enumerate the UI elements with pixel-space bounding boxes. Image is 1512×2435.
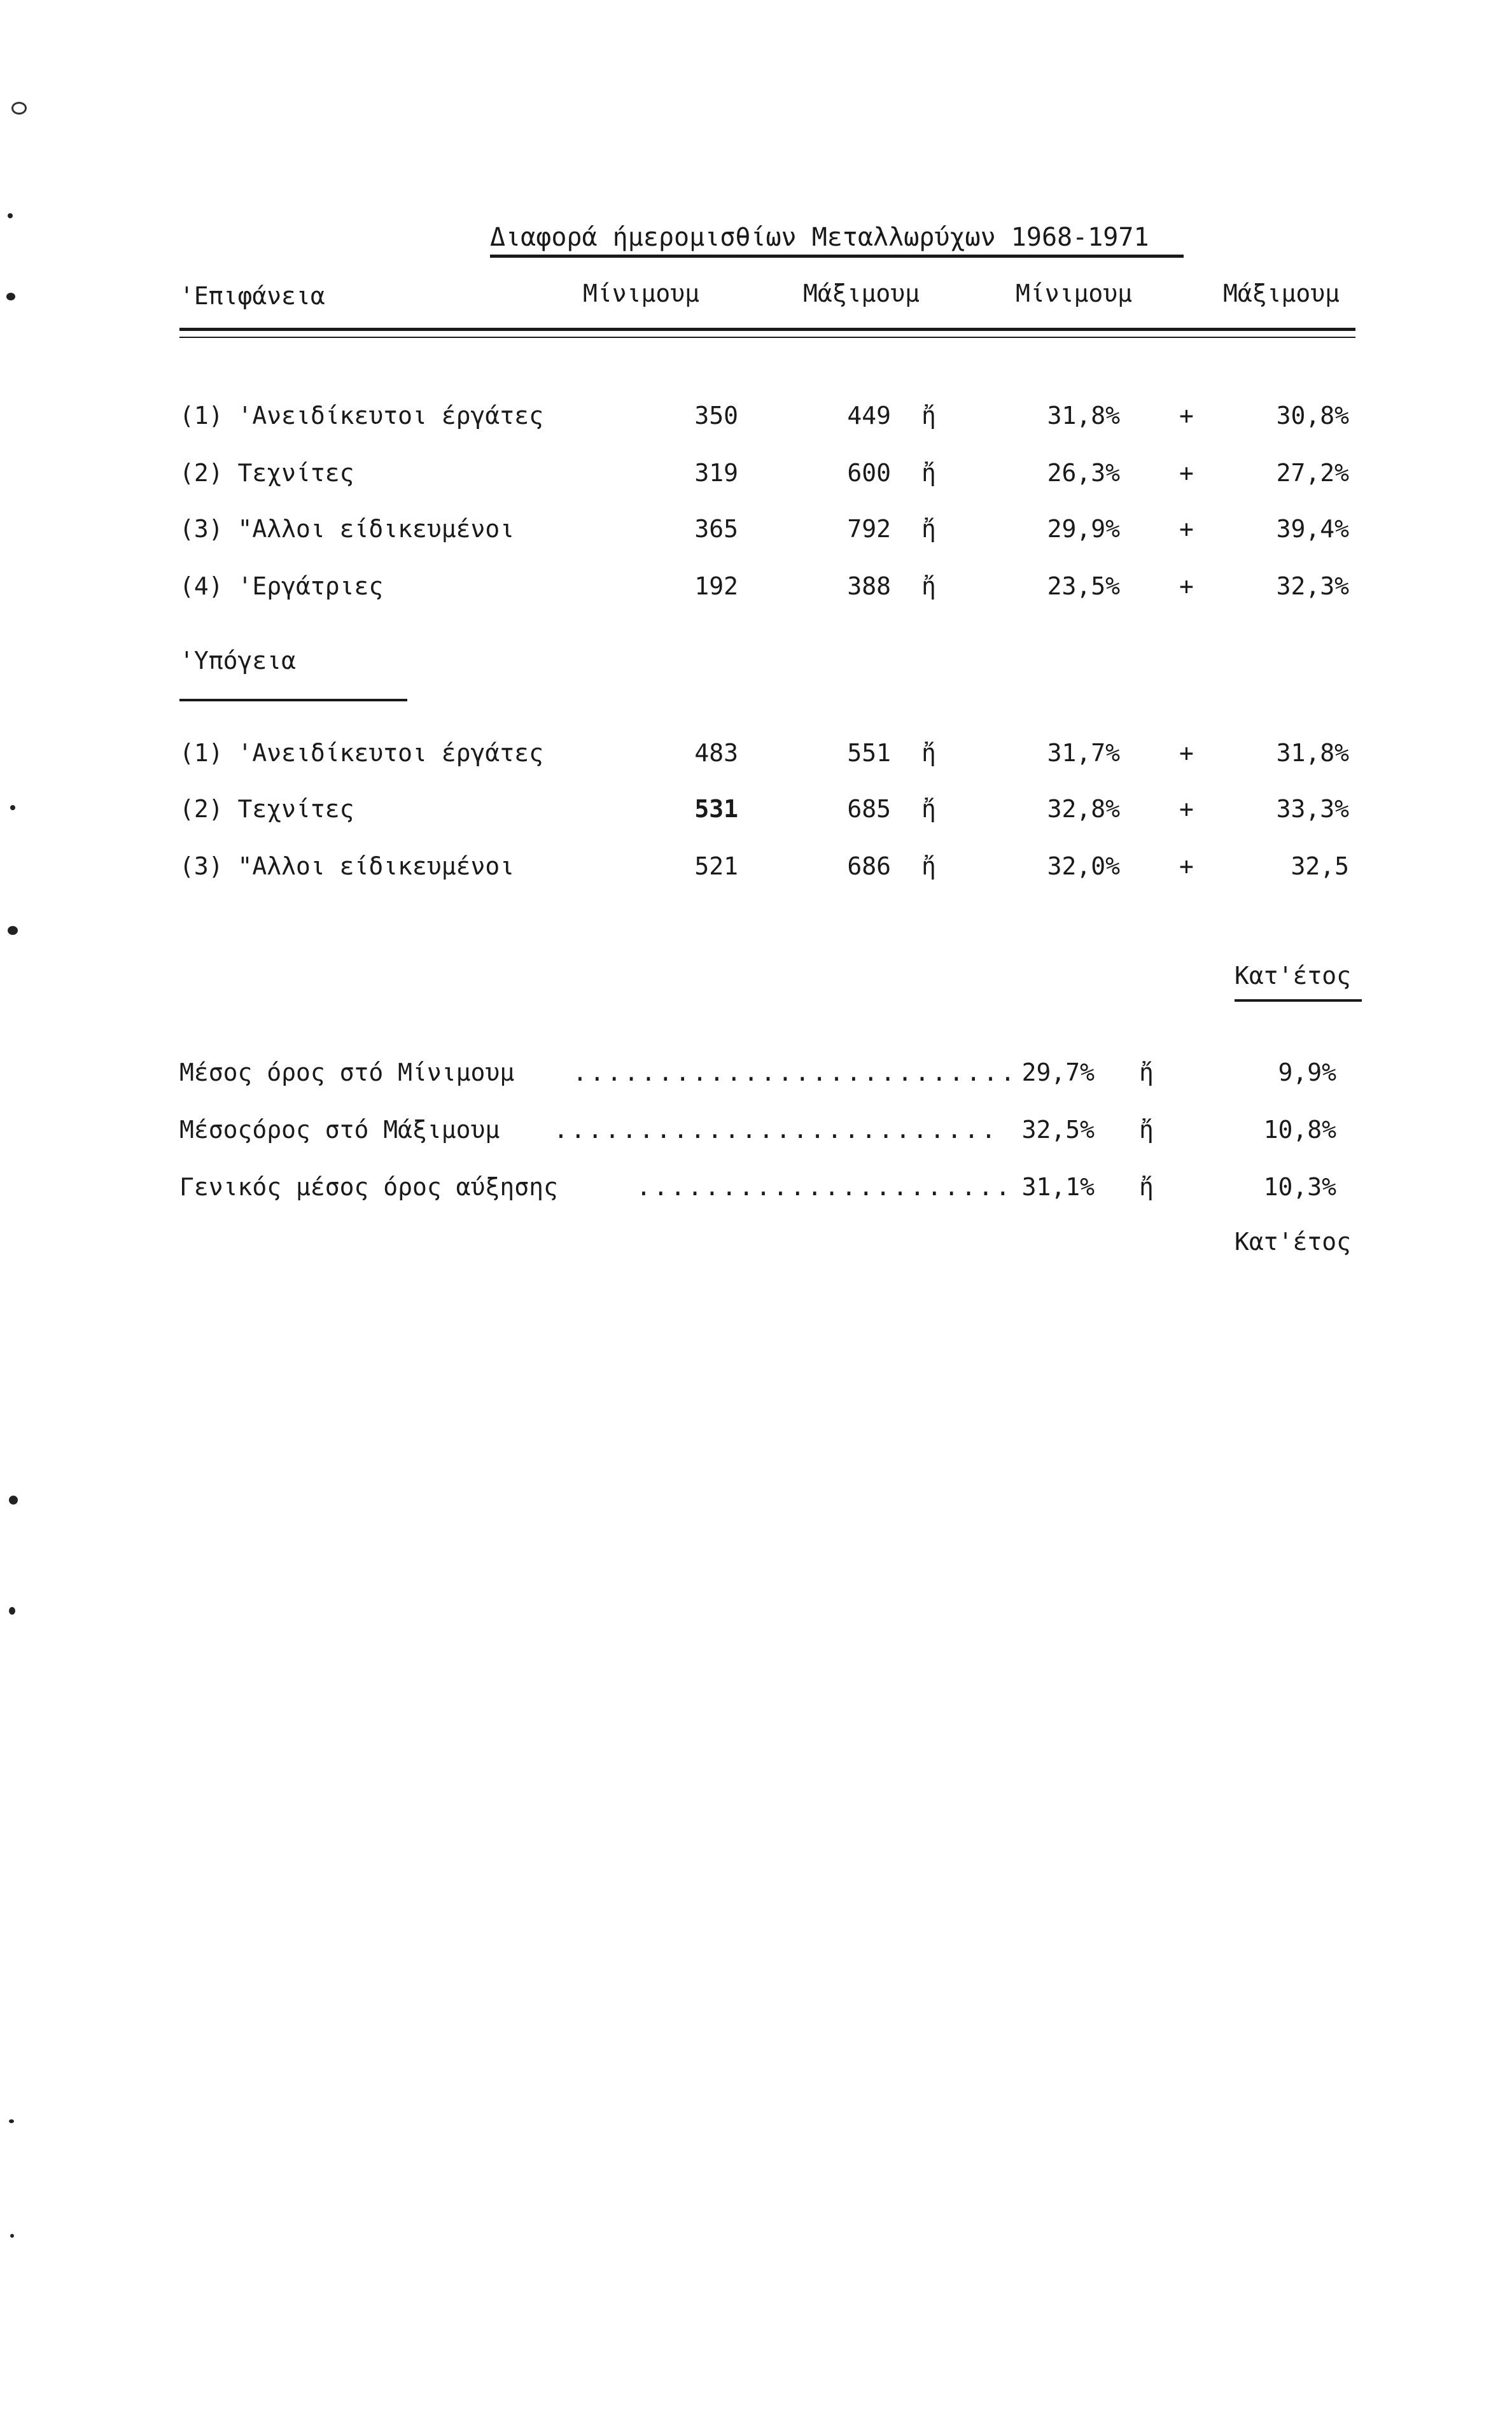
min-value: 531	[694, 795, 738, 823]
min-percent: 31,7%	[1047, 739, 1120, 767]
row-label: (3) "Αλλοι είδικευμένοι	[179, 852, 515, 880]
max-value: 388	[847, 572, 891, 600]
or-mark: ἤ	[1139, 1116, 1154, 1144]
scan-speck	[11, 102, 27, 115]
min-percent: 32,8%	[1047, 795, 1120, 823]
or-mark: ἤ	[1139, 1173, 1154, 1201]
row-label: (1) 'Ανειδίκευτοι έργάτες	[179, 402, 543, 430]
page-title: Διαφορά ήμερομισθίων Μεταλλωρύχων 1968-1971	[490, 223, 1149, 252]
plus-sign: +	[1179, 572, 1194, 600]
plus-sign: +	[1179, 515, 1194, 543]
or-mark: ἤ	[921, 515, 936, 543]
or-mark: ἤ	[921, 852, 936, 880]
max-percent: 32,5	[1291, 852, 1349, 880]
scan-speck	[8, 926, 18, 935]
min-percent: 23,5%	[1047, 572, 1120, 600]
scan-speck	[10, 805, 15, 810]
or-mark: ἤ	[921, 459, 936, 487]
max-percent: 31,8%	[1276, 739, 1349, 767]
plus-sign: +	[1179, 739, 1194, 767]
plus-sign: +	[1179, 852, 1194, 880]
header-section-surface: 'Επιφάνεια	[179, 282, 325, 310]
or-mark: ἤ	[921, 572, 936, 600]
max-percent: 32,3%	[1276, 572, 1349, 600]
max-value: 449	[847, 402, 891, 430]
row-label: (2) Τεχνίτες	[179, 459, 354, 487]
min-value: 350	[694, 402, 738, 430]
max-value: 685	[847, 795, 891, 823]
leader-dots: ......................	[636, 1173, 1013, 1201]
scan-speck	[9, 1607, 15, 1615]
min-value: 365	[694, 515, 738, 543]
header-col-max-pct: Μάξιμουμ	[1223, 279, 1340, 307]
or-mark: ἤ	[921, 739, 936, 767]
summary-label: Γενικός μέσος όρος αύξησης	[179, 1173, 558, 1201]
header-rule-top	[179, 328, 1355, 331]
max-value: 686	[847, 852, 891, 880]
header-col-max: Μάξιμουμ	[803, 279, 920, 307]
max-percent: 33,3%	[1276, 795, 1349, 823]
max-percent: 27,2%	[1276, 459, 1349, 487]
header-rule-bottom	[179, 337, 1355, 338]
section-underline	[179, 699, 407, 701]
summary-label: Μέσος όρος στό Μίνιμουμ	[179, 1058, 515, 1086]
min-value: 192	[694, 572, 738, 600]
plus-sign: +	[1179, 402, 1194, 430]
header-col-min-pct: Μίνιμουμ	[1016, 279, 1133, 307]
summary-value: 32,5%	[1021, 1116, 1095, 1144]
min-value: 319	[694, 459, 738, 487]
max-value: 600	[847, 459, 891, 487]
summary-per-year: 10,8%	[1263, 1116, 1336, 1144]
or-mark: ἤ	[921, 402, 936, 430]
scan-speck	[9, 1496, 18, 1505]
min-percent: 32,0%	[1047, 852, 1120, 880]
row-label: (3) "Αλλοι είδικευμένοι	[179, 515, 515, 543]
leader-dots: ..........................	[554, 1116, 998, 1144]
max-value: 792	[847, 515, 891, 543]
or-mark: ἤ	[921, 795, 936, 823]
row-label: (2) Τεχνίτες	[179, 795, 354, 823]
min-value: 483	[694, 739, 738, 767]
min-percent: 26,3%	[1047, 459, 1120, 487]
footer-per-year-label: Κατ'έτος	[1235, 1228, 1352, 1256]
per-year-underline	[1235, 999, 1362, 1002]
plus-sign: +	[1179, 459, 1194, 487]
leader-dots: ..........................	[573, 1058, 1018, 1086]
scan-speck	[8, 213, 13, 218]
scan-speck	[9, 2119, 14, 2123]
or-mark: ἤ	[1139, 1058, 1154, 1086]
plus-sign: +	[1179, 795, 1194, 823]
row-label: (4) 'Εργάτριες	[179, 572, 384, 600]
section-heading-underground: 'Υπόγεια	[179, 647, 297, 675]
max-percent: 30,8%	[1276, 402, 1349, 430]
row-label: (1) 'Ανειδίκευτοι έργάτες	[179, 739, 543, 767]
summary-value: 29,7%	[1021, 1058, 1095, 1086]
max-value: 551	[847, 739, 891, 767]
max-percent: 39,4%	[1276, 515, 1349, 543]
header-col-min: Μίνιμουμ	[583, 279, 700, 307]
scan-speck	[10, 2234, 14, 2238]
title-underline	[490, 255, 1184, 258]
summary-per-year: 9,9%	[1278, 1058, 1336, 1086]
summary-label: Μέσοςόρος στό Μάξιμουμ	[179, 1116, 500, 1144]
scan-speck	[6, 293, 15, 300]
per-year-heading: Κατ'έτος	[1235, 962, 1352, 990]
min-value: 521	[694, 852, 738, 880]
summary-per-year: 10,3%	[1263, 1173, 1336, 1201]
summary-value: 31,1%	[1021, 1173, 1095, 1201]
min-percent: 29,9%	[1047, 515, 1120, 543]
min-percent: 31,8%	[1047, 402, 1120, 430]
